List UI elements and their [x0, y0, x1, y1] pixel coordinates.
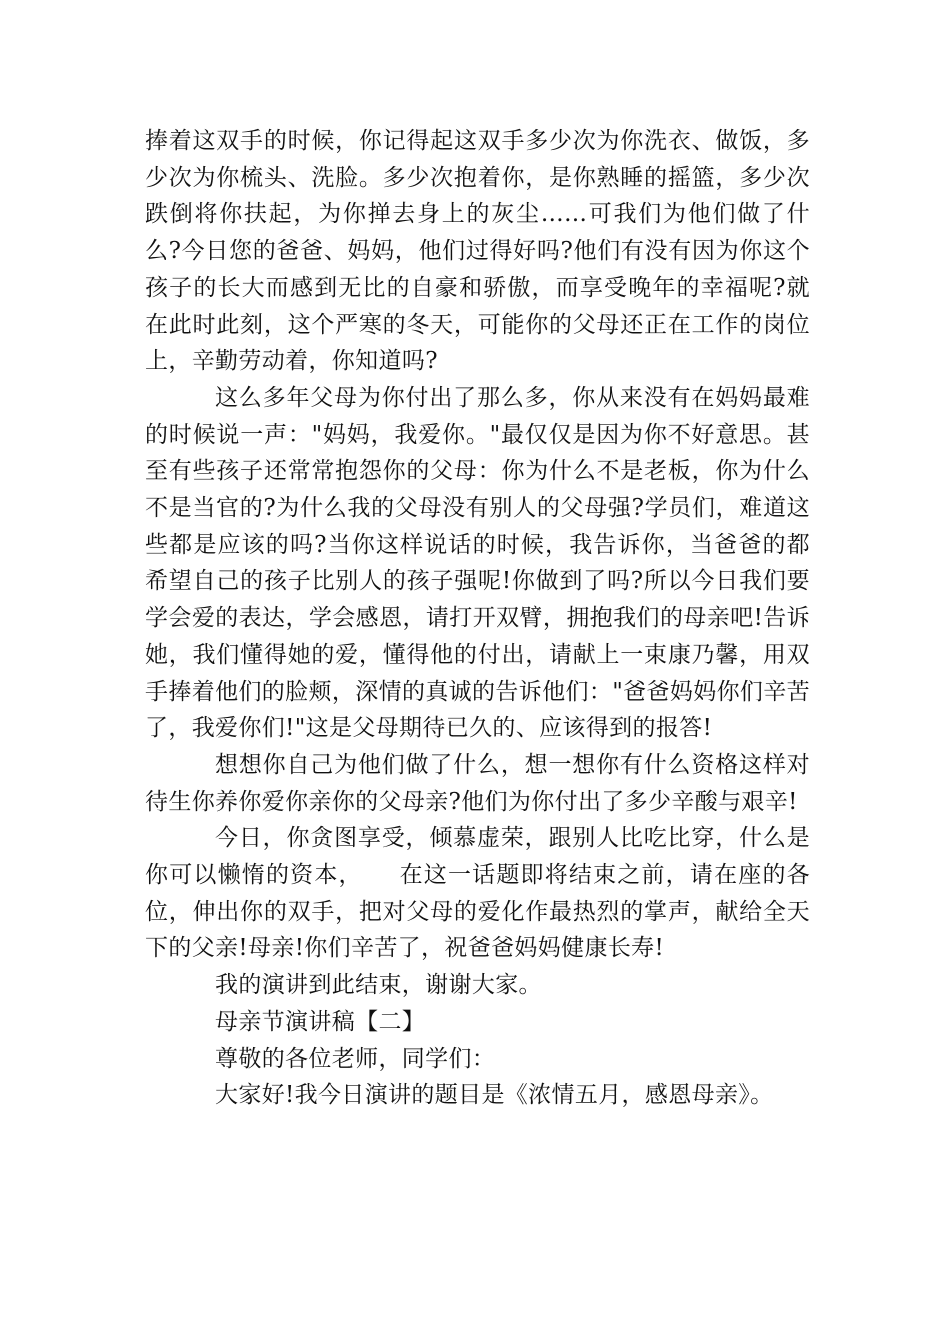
closing-line: 我的演讲到此结束，谢谢大家。 — [215, 972, 542, 999]
opening-line: 大家好!我今日演讲的题目是《浓情五月，感恩母亲》。 — [215, 1082, 774, 1109]
paragraph-1: 捧着这双手的时候，你记得起这双手多少次为你洗衣、做饭，多少次为你梳头、洗脸。多少次抱着你，是你熟睡的摇篮，多少次跌倒将你扶起，为你掸去身上的灰尘……可我们为他们做了什么?今日您的爸爸、妈妈，他们过得好吗?他们有没有因为你这个孩子的长大而感到无比的自豪和骄傲，而享受晚年的幸福呢?就在此时此刻，这个严寒的冬天，可能你的父母还正在工作的岗位上，辛勤劳动着，你知道吗? — [145, 128, 810, 375]
salutation: 尊敬的各位老师，同学们： — [215, 1045, 496, 1072]
document-page — [145, 123, 810, 1114]
paragraph-3: 想想你自己为他们做了什么，想一想你有什么资格这样对待生你养你爱你亲你的父母亲?他们为你付出了多少辛酸与艰辛! — [145, 751, 810, 815]
paragraph-4: 今日，你贪图享受，倾慕虚荣，跟别人比吃比穿，什么是你可以懒惰的资本， 在这一话题即将结束之前，请在座的各位，伸出你的双手，把对父母的爱化作最热烈的掌声，献给全天下的父亲!母亲!你们辛苦了，祝爸爸妈妈健康长寿! — [145, 825, 810, 962]
paragraph-2: 这么多年父母为你付出了那么多，你从来没有在妈妈最难的时候说一声："妈妈，我爱你。"最仅仅是因为你不好意思。甚至有些孩子还常常抱怨你的父母：你为什么不是老板，你为什么不是当官的?为什么我的父母没有别人的父母强?学员们，难道这些都是应该的吗?当你这样说话的时候，我告诉你，当爸爸的都希望自己的孩子比别人的孩子强呢!你做到了吗?所以今日我们要学会爱的表达，学会感恩，请打开双臂，拥抱我们的母亲吧!告诉她，我们懂得她的爱，懂得他的付出，请献上一束康乃馨，用双手捧着他们的脸颊，深情的真诚的告诉他们："爸爸妈妈你们辛苦了，我爱你们!"这是父母期待已久的、应该得到的报答! — [145, 384, 810, 742]
section-heading: 母亲节演讲稿【二】 — [215, 1008, 426, 1035]
